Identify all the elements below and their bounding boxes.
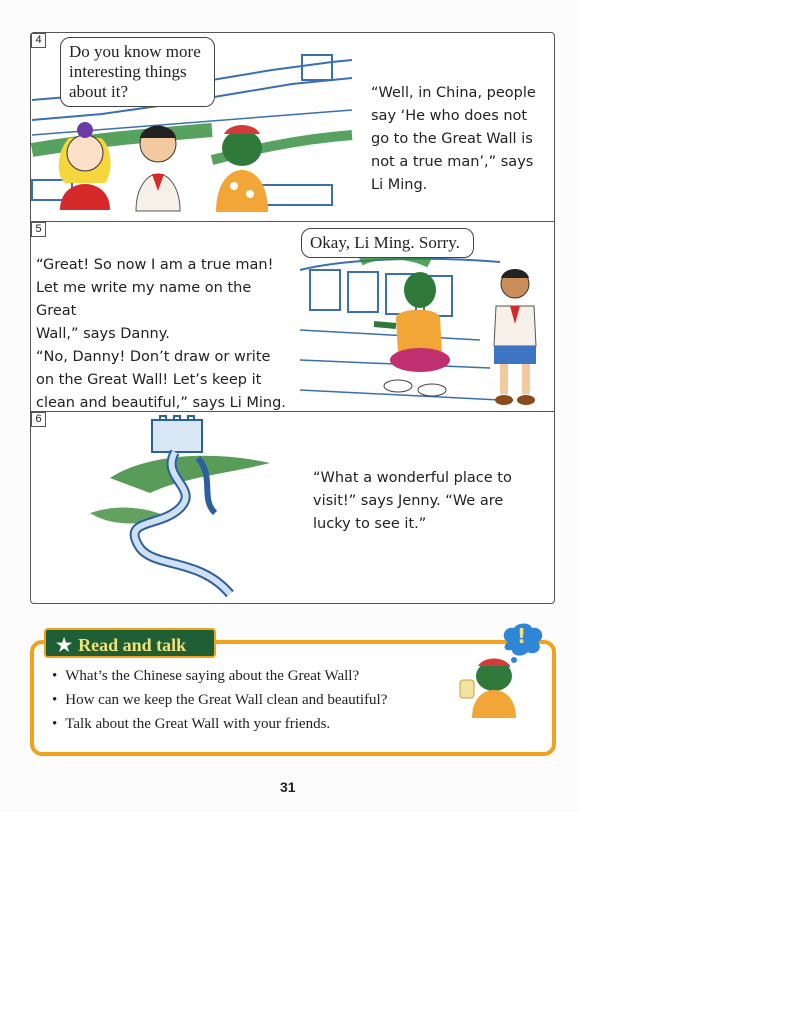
speech-bubble-panel-5: Okay, Li Ming. Sorry. (301, 228, 474, 258)
narration-line: “No, Danny! Don’t draw or write (36, 349, 271, 365)
narration-line: clean and beautiful,” says Li Ming. (36, 395, 286, 411)
narration-line: Let me write my name on the Great (36, 280, 252, 319)
question-item: • What’s the Chinese saying about the Great Wall? (52, 664, 387, 688)
narration-panel-4: “Well, in China, people say ‘He who does not go to the Great Wall is not a true man’,” says Li Ming. (371, 85, 536, 193)
danny-dinosaur-character (456, 656, 526, 718)
danny-dinosaur-character (210, 122, 274, 212)
read-and-talk-label: Read and talk (78, 635, 187, 655)
danny-dinosaur-character (368, 268, 458, 396)
jenny-character (55, 118, 115, 210)
narration-line: Wall,” says Danny. (36, 326, 170, 342)
question-item: • Talk about the Great Wall with your friends. (52, 712, 387, 736)
speech-bubble-panel-4: Do you know more interesting things about it? (60, 37, 215, 107)
narration-line: on the Great Wall! Let’s keep it (36, 372, 262, 388)
question-item: • How can we keep the Great Wall clean and beautiful? (52, 688, 387, 712)
star-icon: ★ (56, 635, 73, 655)
panel-number-4: 4 (31, 33, 46, 48)
question-list (52, 664, 387, 736)
narration-line: “Great! So now I am a true man! (36, 257, 274, 273)
li-ming-character (128, 116, 188, 211)
great-wall-illustration (80, 418, 275, 596)
page-number: 31 (280, 779, 296, 795)
panel-divider (30, 221, 554, 222)
panel-number-5: 5 (31, 222, 46, 237)
narration-panel-5 (36, 254, 294, 415)
panel-number-6: 6 (31, 412, 46, 427)
exclamation-mark: ! (517, 624, 527, 648)
read-and-talk-title (44, 628, 216, 658)
narration-panel-6: “What a wonderful place to visit!” says Jenny. “We are lucky to see it.” (313, 470, 512, 532)
li-ming-character (482, 266, 548, 408)
